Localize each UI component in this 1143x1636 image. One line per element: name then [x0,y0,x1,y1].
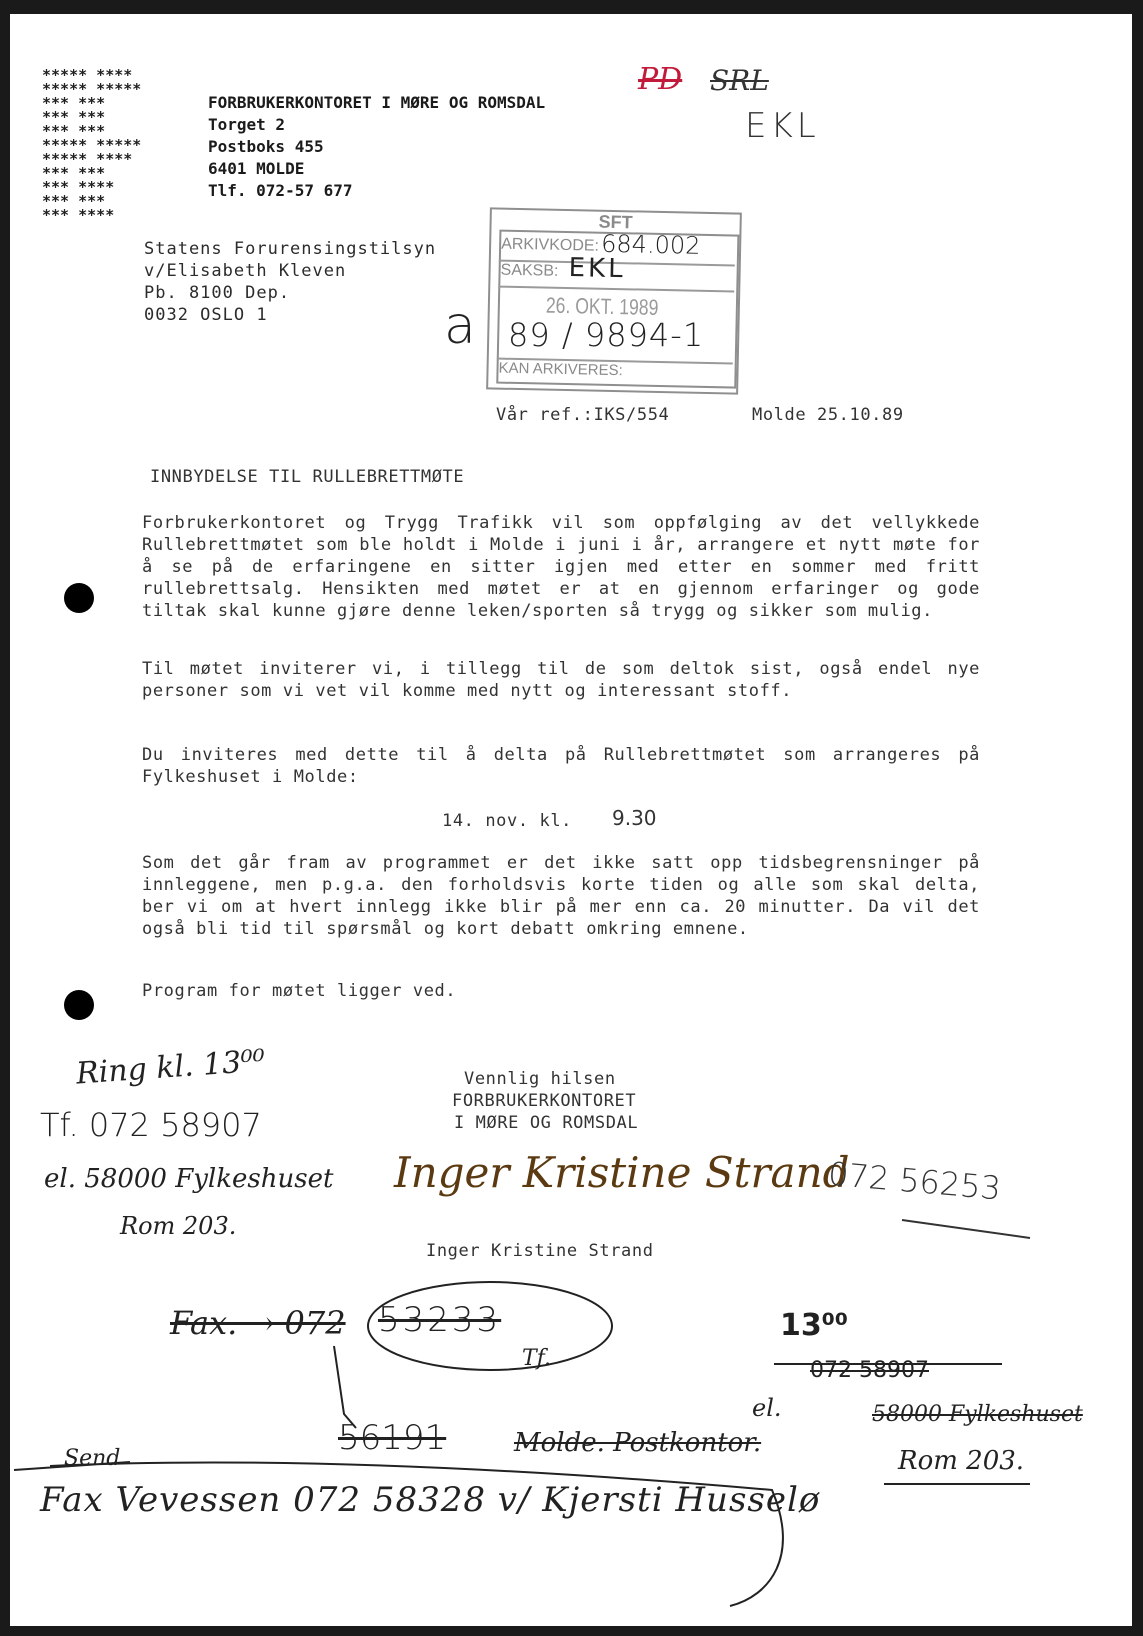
hw-alt-phone-note: el. 58000 Fylkeshuset [44,1164,334,1194]
recipient-address [144,238,436,326]
routing-struck-srl: SRL [710,64,769,97]
hw-alt-struck: 56191 [338,1418,447,1458]
paragraph-2: Til møtet inviterer vi, i tillegg til de som deltok sist, også endel nye personer som vi vet vil komme med nytt og interessant stoff. [142,659,980,701]
case-number: 89 / 9894-1 [508,316,705,354]
svg-text:*** ****: *** **** [42,178,115,196]
paragraph-1: Forbrukerkontoret og Trygg Trafikk vil som oppfølging av det vellykkede Rullebrettmøtet som ble holdt i Molde i juni i år, arrangere et nytt møte for å se på de erfaringene en sitter igjen med etter en sommer med fritt rullebrettsalg. Hensikten med møtet er at en gjennom erfaringer og gode tiltak skal kunne gjøre denne leken/sporten så trygg og sikker som mulig. [142,513,980,621]
stamp-archive-label: ARKIVKODE: [500,235,600,255]
svg-text:*** ****: *** **** [42,206,115,224]
sender-phone: Tlf. 072-57 677 [208,181,353,200]
routing-assigned: EKL [745,106,820,146]
svg-text:*** ***: *** *** [42,122,106,140]
svg-text:***** *****: ***** ***** [42,80,142,98]
svg-text:***** *****: ***** ***** [42,136,142,154]
closing-org1: FORBRUKERKONTORET [452,1091,637,1111]
place-date: Molde 25.10.89 [752,405,904,425]
sender-name: FORBRUKERKONTORET I MØRE OG ROMSDAL [208,93,546,112]
sender-city: 6401 MOLDE [208,159,305,178]
hw-fax-struck: Fax. → 072 [170,1304,346,1342]
fk-logo-icon [42,66,192,226]
svg-text:***** ****: ***** **** [42,66,133,84]
stamp-date: 26. OKT. 1989 [545,292,659,320]
receipt-stamp [486,207,742,394]
routing-struck-pd: PD [638,62,683,97]
svg-text:*** ***: *** *** [42,164,106,182]
hw-right-phone-struck: 072 58907 [810,1358,929,1383]
hw-send-bracket [10,1446,810,1616]
stamp-agency: SFT [598,211,633,233]
meeting-date: 14. nov. kl. [442,811,573,831]
recipient-line4: 0032 OSLO 1 [144,305,268,325]
recipient-line3: Pb. 8100 Dep. [144,283,291,303]
binder-hole-bottom [64,990,94,1020]
signer-name: Inger Kristine Strand [426,1241,654,1261]
handwritten-signature: Inger Kristine Strand [394,1148,850,1197]
hw-fax-line: Fax Vevessen 072 58328 v/ Kjersti Husselø [40,1480,821,1520]
hw-right-time: 13⁰⁰ [780,1308,849,1343]
hw-room-note: Rom 203. [120,1212,237,1240]
sender-pobox: Postboks 455 [208,137,324,156]
svg-text:*** ***: *** *** [42,94,106,112]
hw-molde-struck: Molde. Postkontor. [514,1428,762,1458]
paragraph-5: Program for møtet ligger ved. [142,981,457,1001]
hw-tf-label: Tf. [522,1346,552,1371]
stamp-case-value: EKL [568,253,626,285]
phone-underline [900,1214,1040,1244]
hw-right-room: Rom 203. [898,1446,1025,1476]
recipient-line1: Statens Forurensingstilsyn [144,239,437,259]
hw-right-underline [880,1480,1040,1490]
hw-right-el: el. [752,1394,782,1422]
letter-page [10,14,1132,1626]
case-number-prefix: a [444,296,476,356]
hw-right-line [770,1360,1010,1370]
stamp-archive-value: 684.002 [600,229,701,260]
closing-greeting: Vennlig hilsen [464,1069,616,1089]
hw-phone-note: Tf. 072 58907 [40,1106,262,1144]
closing-org2: I MØRE OG ROMSDAL [454,1113,639,1133]
svg-text:*** ***: *** *** [42,192,106,210]
hw-right-alt-struck: 58000 Fylkeshuset [872,1402,1083,1427]
sender-address [208,92,545,202]
signature-phone: 072 56253 [826,1154,1003,1208]
stamp-case-label: SAKSB: [500,261,559,280]
hw-ring-note: Ring kl. 13⁰⁰ [75,1043,267,1092]
paragraph-4: Som det går fram av programmet er det ikke satt opp tidsbegrensninger på innleggene, men p.g.a. den forholdsvis korte tiden og alle som skal delta, ber vi om at hvert innlegg ikke blir på mer enn ca. 20 minutter. Da vil det også bli tid til spørsmål og kort debatt omkring emnene. [142,853,980,939]
hw-send-label: Send [64,1446,121,1471]
recipient-line2: v/Elisabeth Kleven [144,261,347,281]
svg-text:*** ***: *** *** [42,108,106,126]
binder-hole-top [64,583,94,613]
svg-text:***** ****: ***** **** [42,150,133,168]
sender-street: Torget 2 [208,115,286,134]
hw-fax-number-struck: 53233 [378,1300,502,1340]
meeting-time: 9.30 [612,806,657,830]
stamp-archive-note: KAN ARKIVERES: [498,359,623,380]
subject-heading: INNBYDELSE TIL RULLEBRETTMØTE [150,467,465,487]
paragraph-3: Du inviteres med dette til å delta på Rullebrettmøtet som arrangeres på Fylkeshuset i Molde: [142,745,980,787]
our-reference: Vår ref.:IKS/554 [496,405,670,425]
